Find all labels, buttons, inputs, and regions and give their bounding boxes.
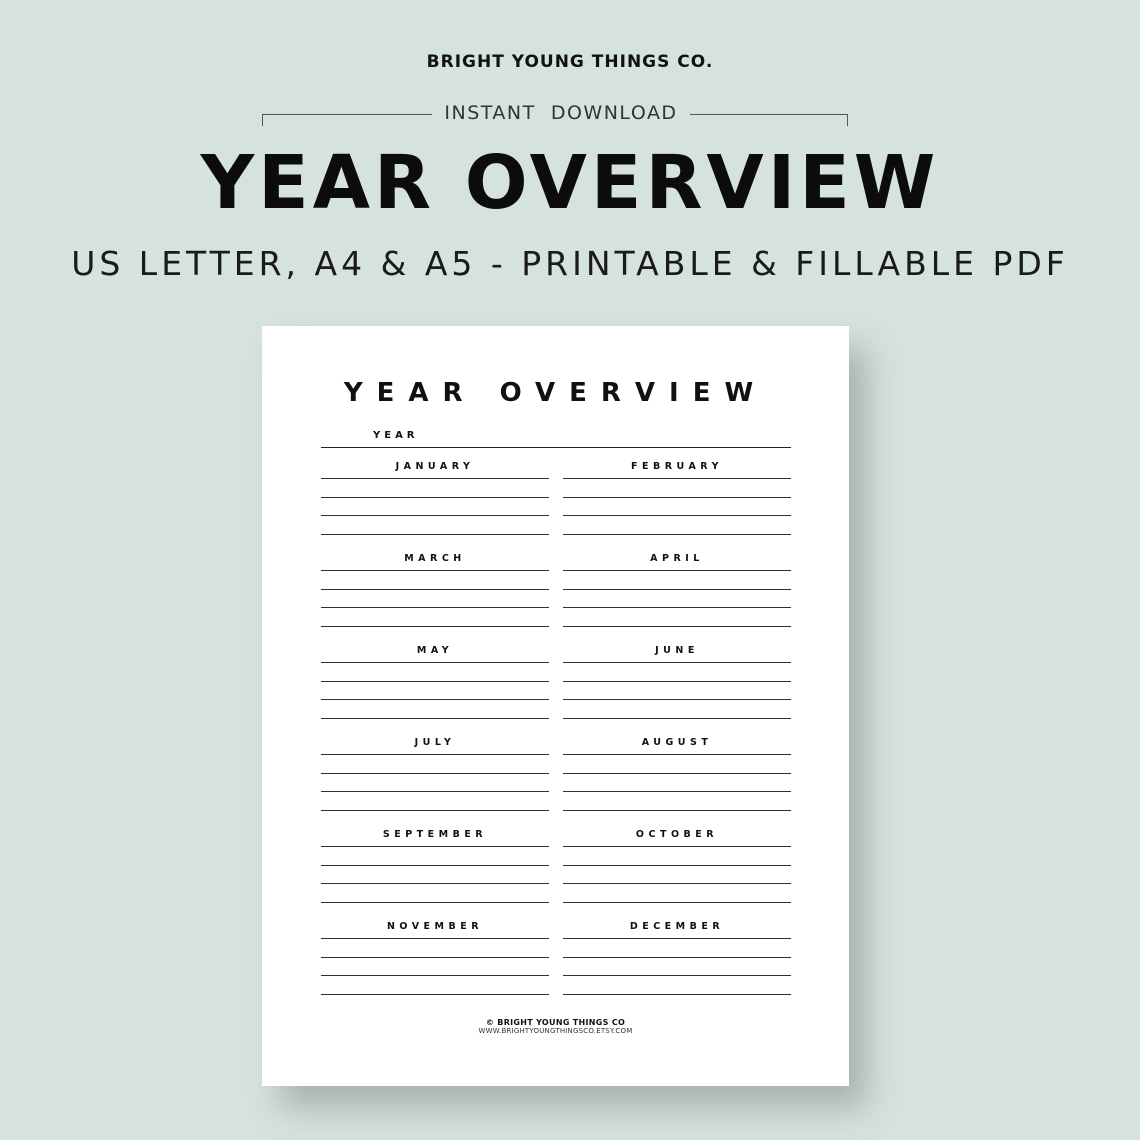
write-line: [563, 883, 791, 902]
page-subtitle: US LETTER, A4 & A5 - PRINTABLE & FILLABLE PDF: [71, 244, 1069, 283]
month-block: [321, 542, 549, 634]
month-block: [563, 818, 791, 910]
write-line: [321, 883, 549, 902]
footer-url: WWW.BRIGHTYOUNGTHINGSCO.ETSY.COM: [478, 1027, 633, 1035]
write-line: [563, 994, 791, 1013]
month-label: FEBRUARY: [631, 461, 723, 472]
month-block: [321, 818, 549, 910]
month-label: JANUARY: [395, 461, 475, 472]
month-label: AUGUST: [641, 737, 713, 748]
write-line: [321, 791, 549, 810]
write-line: [321, 938, 549, 957]
month-label: JUNE: [655, 645, 699, 656]
write-line: [321, 865, 549, 884]
month-label: JULY: [414, 737, 456, 748]
month-block: [563, 726, 791, 818]
month-label: OCTOBER: [635, 829, 719, 840]
month-label: MAY: [416, 645, 454, 656]
month-block: [563, 634, 791, 726]
write-line: [321, 975, 549, 994]
write-line: [563, 957, 791, 976]
write-line: [563, 515, 791, 534]
write-line: [563, 773, 791, 792]
brand-name: BRIGHT YOUNG THINGS CO.: [426, 52, 714, 72]
write-line: [321, 589, 549, 608]
month-label: SEPTEMBER: [382, 829, 488, 840]
write-line: [563, 478, 791, 497]
document-footer: [262, 1018, 849, 1035]
write-line: [321, 699, 549, 718]
write-line: [563, 846, 791, 865]
write-line: [321, 515, 549, 534]
month-block: [321, 634, 549, 726]
write-line: [321, 662, 549, 681]
instant-download-banner: INSTANT DOWNLOAD: [444, 102, 678, 124]
write-line: [321, 681, 549, 700]
write-line: [321, 957, 549, 976]
write-line: [563, 681, 791, 700]
month-block: [563, 542, 791, 634]
write-line: [563, 589, 791, 608]
months-grid: [321, 450, 791, 1002]
printable-page-preview: [262, 326, 849, 1086]
write-line: [321, 754, 549, 773]
write-line: [321, 846, 549, 865]
write-line: [321, 773, 549, 792]
write-line: [563, 699, 791, 718]
write-line: [563, 791, 791, 810]
month-label: MARCH: [404, 553, 466, 564]
month-label: DECEMBER: [629, 921, 725, 932]
write-line: [321, 497, 549, 516]
document-title: YEAR OVERVIEW: [343, 378, 768, 408]
month-block: [321, 910, 549, 1002]
write-line: [563, 938, 791, 957]
month-block: [321, 450, 549, 542]
write-line: [563, 754, 791, 773]
month-label: NOVEMBER: [386, 921, 484, 932]
write-line: [321, 607, 549, 626]
year-label: YEAR: [373, 430, 419, 441]
write-line: [321, 994, 549, 1013]
year-fill-line: [321, 447, 791, 448]
page-headline: YEAR OVERVIEW: [200, 140, 940, 226]
banner-rule-right: [690, 114, 848, 126]
write-line: [321, 478, 549, 497]
write-line: [563, 975, 791, 994]
write-line: [563, 570, 791, 589]
footer-copyright: © BRIGHT YOUNG THINGS CO: [485, 1018, 626, 1027]
banner-rule-left: [262, 114, 432, 126]
write-line: [563, 607, 791, 626]
month-label: APRIL: [650, 553, 704, 564]
month-block: [563, 910, 791, 1002]
write-line: [563, 662, 791, 681]
write-line: [563, 497, 791, 516]
write-line: [563, 865, 791, 884]
month-block: [563, 450, 791, 542]
month-block: [321, 726, 549, 818]
write-line: [321, 570, 549, 589]
